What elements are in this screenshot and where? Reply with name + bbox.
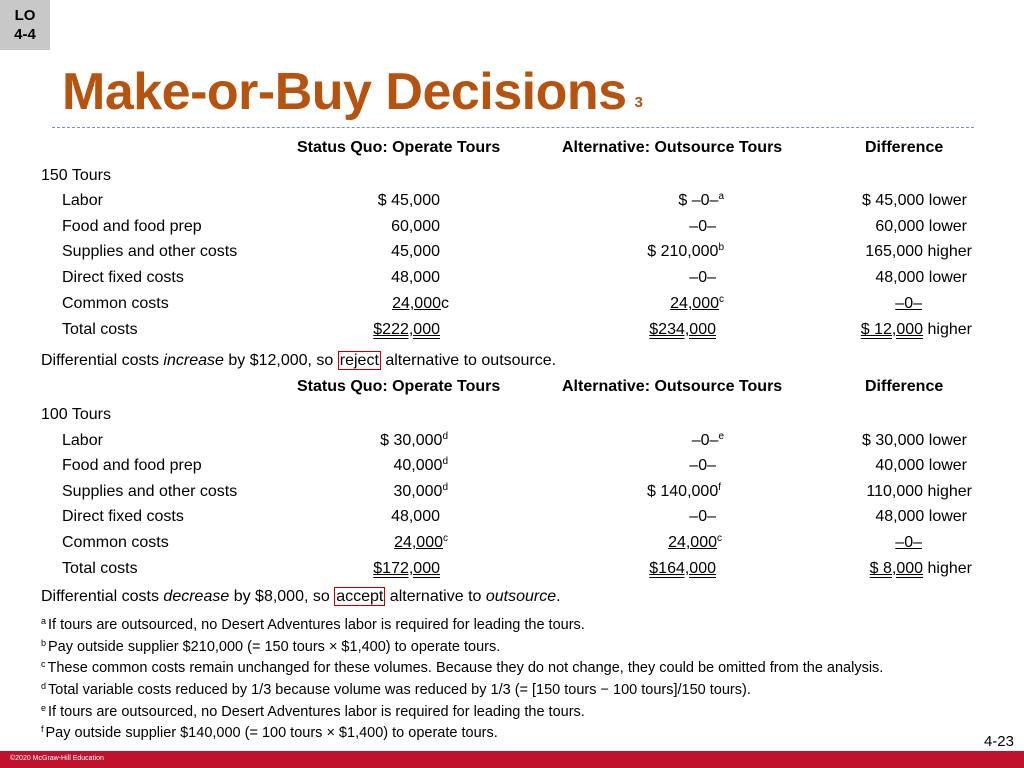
difference-total (861, 320, 972, 340)
status-quo-amount: 40,000 (393, 457, 443, 474)
difference-total-amount: $ 8,000 (869, 560, 924, 577)
header-alternative: Alternative: Outsource Tours (562, 378, 783, 395)
footnote-marker: a (718, 191, 724, 202)
row-item-label: Direct fixed costs (62, 508, 184, 525)
decision-highlight: reject (339, 352, 379, 369)
footnote (41, 616, 585, 635)
alternative-amount: –0– (691, 432, 719, 449)
conclusion-part: . (556, 588, 561, 605)
row-item-label: Food and food prep (62, 457, 202, 474)
footnote-marker: f (41, 724, 44, 734)
header-status-quo: Status Quo: Operate Tours (297, 378, 501, 395)
section-label: 150 Tours (41, 167, 111, 184)
row-item-label: Labor (62, 192, 103, 209)
status-quo-value (374, 294, 449, 314)
alternative-value: –0– (689, 269, 716, 286)
lo-badge (0, 0, 50, 50)
status-quo-value: 48,000 (391, 508, 440, 525)
difference-value: 48,000 lower (875, 269, 967, 286)
footnote (41, 659, 883, 678)
footnote-marker: d (442, 482, 448, 493)
status-quo-amount: 24,000 (392, 295, 441, 312)
header-difference: Difference (865, 378, 944, 395)
lo-badge-line1: LO (14, 7, 36, 24)
conclusion-part: by $8,000, so (229, 588, 335, 605)
conclusion-emphasis: outsource (485, 588, 557, 605)
footnote-marker: c (41, 659, 46, 669)
difference-value: 165,000 higher (865, 243, 972, 260)
decision-highlight: accept (336, 588, 384, 605)
footnote-text: Pay outside supplier $210,000 (= 150 tours × $1,400) to operate tours. (48, 639, 501, 655)
row-item-label: Direct fixed costs (62, 269, 184, 286)
footnote-marker: e (41, 703, 47, 713)
alternative-amount: $ –0– (678, 192, 719, 209)
status-quo-value (394, 456, 449, 478)
footnote-marker: d (442, 456, 448, 467)
footnote-text: These common costs remain unchanged for these volumes. Because they do not change, they could be omitted from the analysis. (47, 660, 884, 676)
page-number: 4-23 (983, 733, 1014, 750)
conclusion-part: alternative to outsource. (380, 352, 557, 369)
status-quo-amount: 24,000 (394, 534, 443, 551)
footnote-marker: c (717, 533, 722, 544)
status-quo-amount: $ 30,000 (380, 432, 443, 449)
conclusion-part: Differential costs (41, 588, 164, 605)
footnote-marker: b (41, 638, 47, 648)
header-status-quo: Status Quo: Operate Tours (297, 139, 501, 156)
footnote-text: If tours are outsourced, no Desert Adventures labor is required for leading the tours. (48, 617, 585, 633)
slide-title-text: Make-or-Buy Decisions (62, 63, 627, 121)
conclusion-part: Differential costs (41, 352, 164, 369)
difference-value: $ 45,000 lower (862, 192, 967, 209)
section-label: 100 Tours (41, 406, 111, 423)
status-quo-value: 60,000 (391, 218, 440, 235)
alternative-value: –0– (689, 508, 716, 525)
alternative-value (647, 482, 721, 504)
footnote (41, 724, 498, 743)
copyright-text: ©2020 McGraw-Hill Education (10, 755, 104, 762)
row-item-label: Labor (62, 432, 103, 449)
conclusion-text (41, 587, 561, 607)
footnote (41, 638, 500, 657)
row-item-label: Supplies and other costs (62, 243, 238, 260)
status-quo-value (394, 482, 449, 504)
conclusion-text (41, 351, 556, 371)
footnote-text: If tours are outsourced, no Desert Adventures labor is required for leading the tours. (48, 704, 585, 720)
footnote (41, 703, 585, 722)
status-quo-value: $ 45,000 (377, 192, 440, 209)
row-item-label: Total costs (62, 560, 138, 577)
difference-value: 40,000 lower (875, 457, 967, 474)
status-quo-total: $222,000 (373, 321, 440, 338)
alternative-value (692, 431, 724, 453)
slide-title (62, 62, 642, 135)
footnote-marker: d (41, 681, 47, 691)
footnote-text: Total variable costs reduced by 1/3 because volume was reduced by 1/3 (= [150 tours − 100 tours]/150 tours). (48, 682, 751, 698)
alternative-amount: $ 210,000 (647, 243, 719, 260)
footnote-marker: c (441, 295, 449, 312)
alternative-value (647, 242, 724, 264)
difference-value: –0– (895, 534, 922, 551)
alternative-value: –0– (689, 218, 716, 235)
status-quo-value: 48,000 (391, 269, 440, 286)
conclusion-emphasis: increase (163, 352, 224, 369)
footnote-marker: c (443, 533, 448, 544)
footnote-marker: e (718, 431, 724, 442)
conclusion-part: by $12,000, so (223, 352, 338, 369)
difference-value: –0– (895, 295, 922, 312)
lo-badge-line2: 4-4 (14, 26, 36, 43)
difference-total-word: higher (927, 560, 972, 577)
difference-value: 110,000 higher (866, 483, 972, 500)
alternative-value (678, 191, 724, 213)
footnote-marker: a (41, 616, 47, 626)
footnote-marker: b (718, 242, 724, 253)
alternative-amount: 24,000 (670, 295, 719, 312)
alternative-total: $164,000 (649, 560, 716, 577)
footnote-marker: d (442, 431, 448, 442)
row-item-label: Total costs (62, 321, 138, 338)
status-quo-amount: 30,000 (393, 483, 443, 500)
difference-total (870, 559, 972, 579)
row-item-label: Common costs (62, 534, 169, 551)
status-quo-value: 45,000 (391, 243, 440, 260)
alternative-value (668, 533, 722, 555)
difference-total-word: higher (927, 321, 972, 338)
difference-value: 48,000 lower (875, 508, 967, 525)
alternative-value: –0– (689, 457, 716, 474)
difference-value: 60,000 lower (875, 218, 967, 235)
footnote (41, 681, 751, 700)
header-difference: Difference (865, 139, 944, 156)
footnote-marker: f (718, 482, 721, 493)
header-alternative: Alternative: Outsource Tours (562, 139, 783, 156)
alternative-value (652, 294, 724, 316)
status-quo-total: $172,000 (373, 560, 440, 577)
footer-bar (0, 751, 1024, 768)
footnote-marker: c (719, 294, 724, 305)
footnote-text: Pay outside supplier $140,000 (= 100 tours × $1,400) to operate tours. (45, 725, 498, 741)
row-item-label: Supplies and other costs (62, 483, 238, 500)
difference-value: $ 30,000 lower (862, 432, 967, 449)
row-item-label: Food and food prep (62, 218, 202, 235)
conclusion-emphasis: decrease (163, 588, 230, 605)
difference-total-amount: $ 12,000 (860, 321, 924, 338)
alternative-amount: $ 140,000 (647, 483, 719, 500)
title-divider (52, 127, 974, 128)
slide-title-superscript: 3 (634, 94, 643, 111)
status-quo-value (380, 431, 448, 453)
status-quo-value (376, 533, 448, 555)
alternative-amount: 24,000 (668, 534, 717, 551)
alternative-total: $234,000 (649, 321, 716, 338)
row-item-label: Common costs (62, 295, 169, 312)
conclusion-part: alternative to (385, 588, 486, 605)
